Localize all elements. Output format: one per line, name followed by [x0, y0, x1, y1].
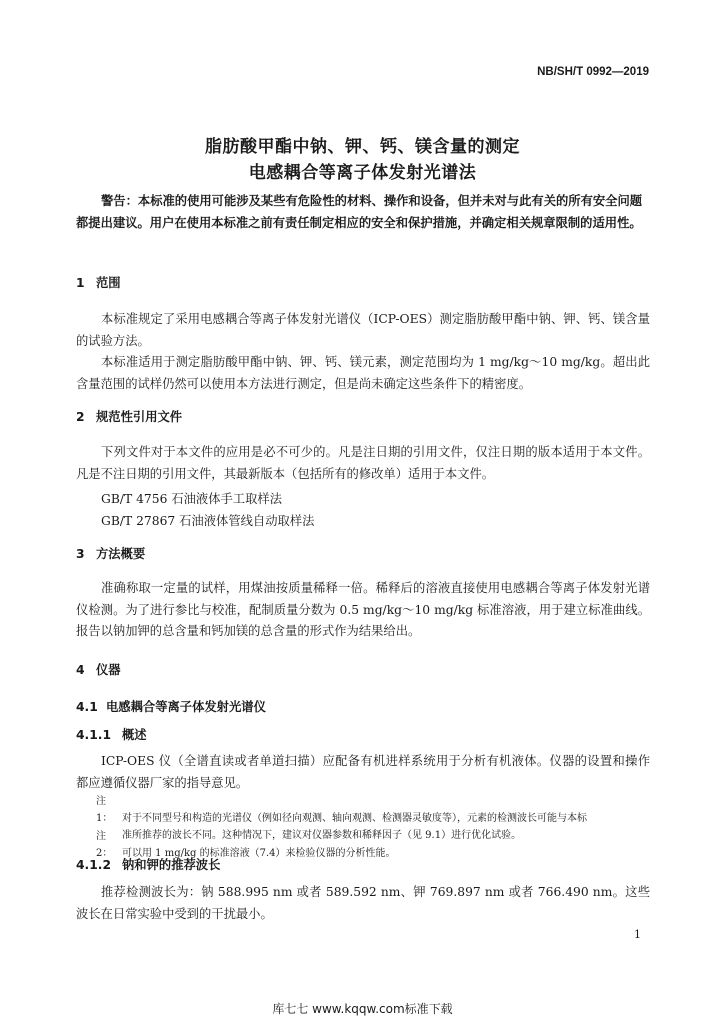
section-title: 范围: [96, 276, 121, 290]
section-4-1-2-paragraph-1: 推荐检测波长为：钠 588.995 nm 或者 589.592 nm、钾 769.897 nm 或者 766.490 nm。这些波长在日常实验中受到的干扰最小。: [76, 885, 650, 921]
section-number: 4.1: [76, 700, 98, 714]
section-1-paragraph-1: 本标准规定了采用电感耦合等离子体发射光谱仪（ICP-OES）测定脂肪酸甲酯中钠、钾、钙、镁含量的试验方法。: [76, 312, 650, 348]
section-3-heading: [76, 544, 145, 562]
section-number: 4.1.1: [76, 728, 112, 742]
section-number: 3: [76, 547, 85, 561]
section-title: 概述: [122, 728, 147, 742]
note-text: 可以用 1 mg/kg 的标准溶液（7.4）来检验仪器的分析性能。: [122, 848, 396, 859]
section-4-1-2-heading: [76, 855, 220, 873]
section-2-heading: [76, 407, 182, 425]
section-4-1-1-paragraph-1: ICP-OES 仪（全谱直读或者单道扫描）应配备有机进样系统用于分析有机液体。仪器的设置和操作都应遵循仪器厂家的指导意见。: [76, 754, 650, 790]
reference-item: GB/T 27867 石油液体管线自动取样法: [101, 514, 315, 528]
reference-item: GB/T 4756 石油液体手工取样法: [101, 492, 282, 506]
note-label: 注 2：: [96, 831, 113, 859]
document-title-line2: 电感耦合等离子体发射光谱法: [248, 163, 477, 183]
footer-watermark: 库七七 www.kqqw.com标准下载: [272, 1002, 453, 1016]
note-text-continued: 准所推荐的波长不同。这种情况下，建议对仪器参数和稀释因子（见 9.1）进行优化试验。: [122, 830, 522, 841]
section-4-1-1-heading: [76, 725, 147, 743]
section-title: 仪器: [96, 663, 121, 677]
document-title-line1: 脂肪酸甲酯中钠、钾、钙、镁含量的测定: [205, 137, 520, 157]
section-title: 钠和钾的推荐波长: [122, 858, 221, 872]
section-2-paragraph-1: 下列文件对于本文件的应用是必不可少的。凡是注日期的引用文件，仅注日期的版本适用于本文件。凡是不注日期的引用文件，其最新版本（包括所有的修改单）适用于本文件。: [76, 445, 650, 481]
section-1-heading: [76, 273, 121, 291]
section-number: 1: [76, 276, 85, 290]
warning-paragraph: 警告：本标准的使用可能涉及某些有危险性的材料、操作和设备，但并未对与此有关的所有安全问题都提出建议。用户在使用本标准之前有责任制定相应的安全和保护措施，并确定相关规章限制的适用性。: [76, 194, 643, 230]
section-title: 规范性引用文件: [96, 410, 183, 424]
section-number: 4.1.2: [76, 858, 112, 872]
section-number: 4: [76, 663, 85, 677]
section-1-paragraph-2: 本标准适用于测定脂肪酸甲酯中钠、钾、钙、镁元素，测定范围均为 1 mg/kg～10 mg/kg。超出此含量范围的试样仍然可以使用本方法进行测定，但是尚未确定这些条件下的精密度。: [76, 355, 650, 391]
section-4-heading: [76, 660, 121, 678]
standard-number: NB/SH/T 0992—2019: [537, 66, 649, 78]
page-number: 1: [634, 928, 641, 941]
note-label: 注 1：: [96, 796, 113, 824]
section-4-1-heading: [76, 697, 266, 715]
section-3-paragraph-1: 准确称取一定量的试样，用煤油按质量稀释一倍。稀释后的溶液直接使用电感耦合等离子体发射光谱仪检测。为了进行参比与校准，配制质量分数为 0.5 mg/kg～10 mg/kg 标准溶液，用于建立标准曲线。报告以钠加钾的总含量和钙加镁的总含量的形式作为结果给出。: [76, 581, 650, 638]
section-title: 电感耦合等离子体发射光谱仪: [106, 700, 266, 714]
note-text: 对于不同型号和构造的光谱仪（例如径向观测、轴向观测、检测器灵敏度等），元素的检测波长可能与本标: [122, 813, 587, 824]
section-number: 2: [76, 410, 85, 424]
section-title: 方法概要: [96, 547, 146, 561]
